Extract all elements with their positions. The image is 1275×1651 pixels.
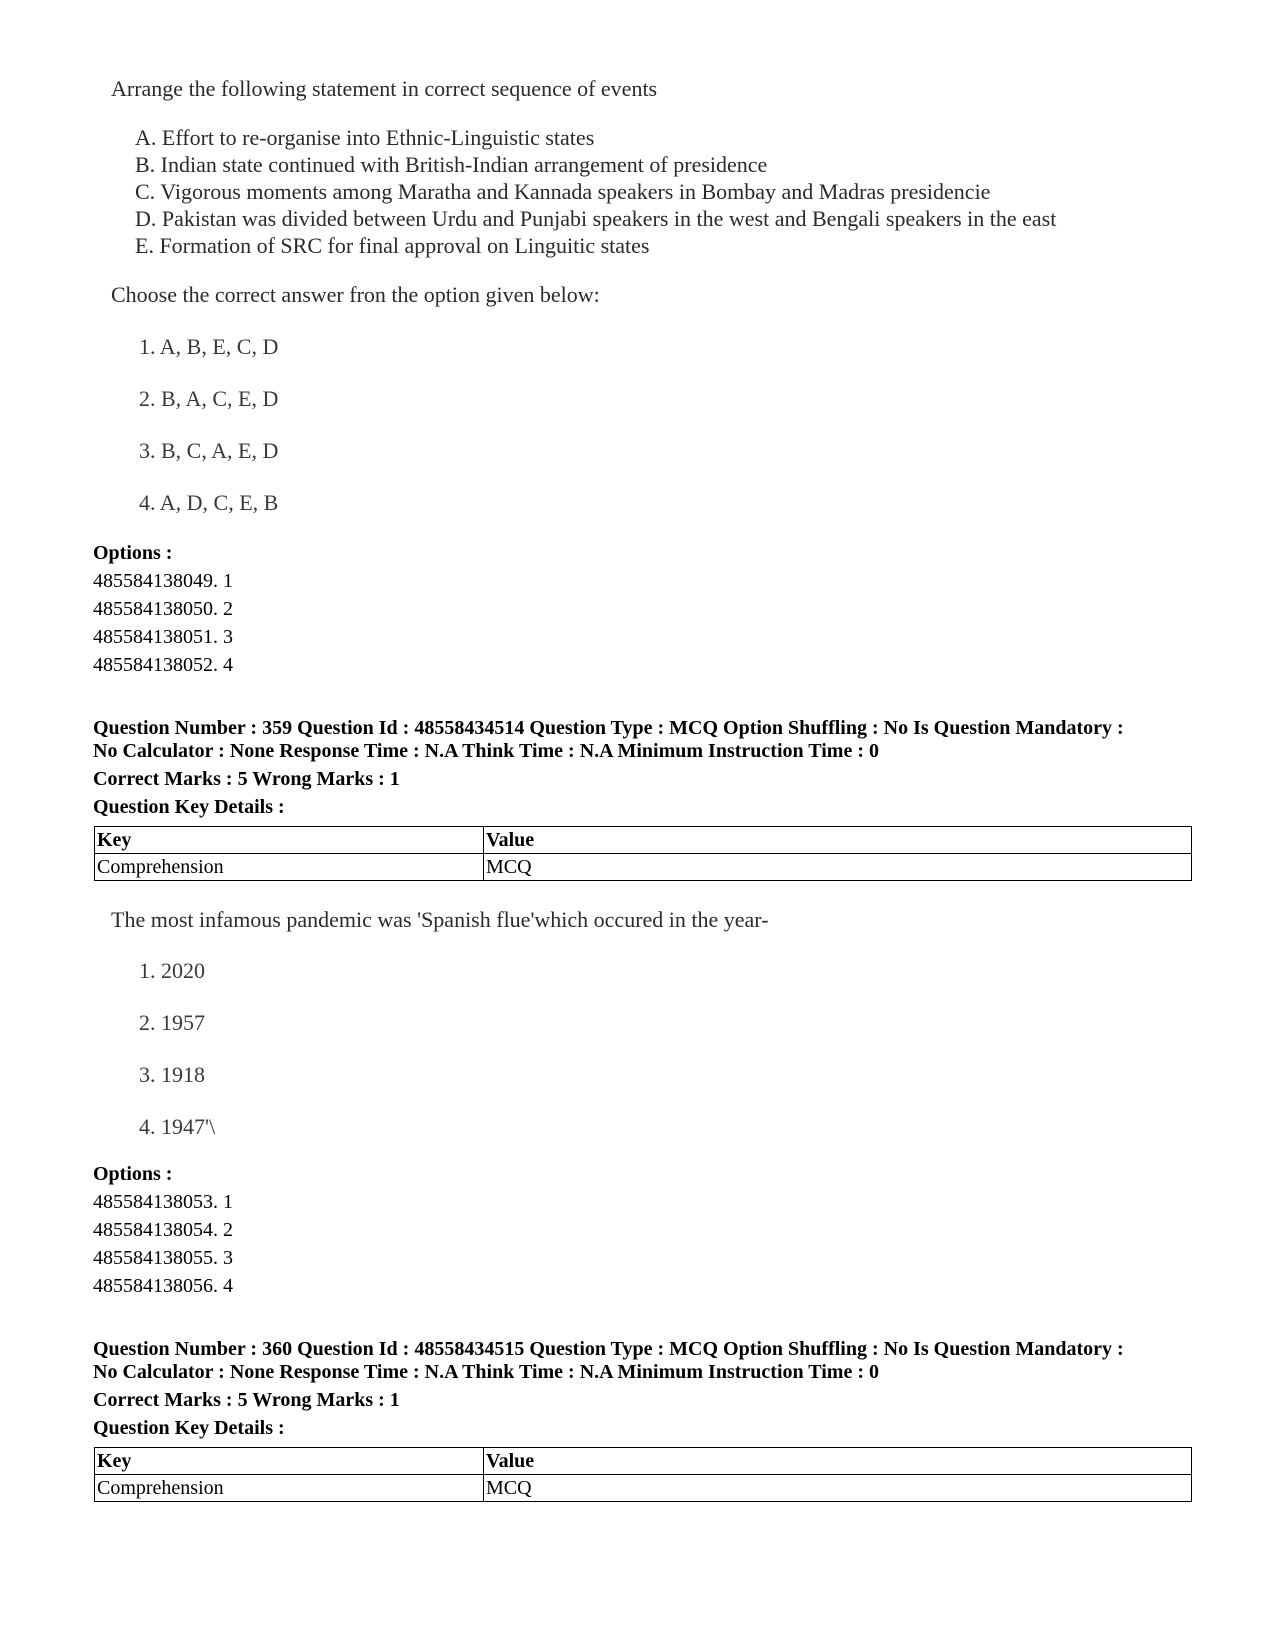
q359-option-4: 485584138056. 4 — [93, 1275, 233, 1297]
q358-statement-b: B. Indian state continued with British-Indian arrangement of presidence — [135, 152, 768, 177]
q360-value-cell: MCQ — [484, 1475, 1192, 1502]
q359-key-details-label: Question Key Details : — [93, 796, 285, 818]
table-row — [95, 854, 1192, 881]
q359-stem: The most infamous pandemic was 'Spanish flue'which occured in the year- — [111, 907, 769, 932]
q359-meta-line-1: Question Number : 359 Question Id : 48558434514 Question Type : MCQ Option Shuffling : No Is Question Mandatory : — [93, 717, 1124, 739]
q358-statement-c: C. Vigorous moments among Maratha and Kannada speakers in Bombay and Madras presidencie — [135, 179, 991, 204]
q358-choice-3: 3. B, C, A, E, D — [139, 438, 279, 463]
q359-option-1: 485584138053. 1 — [93, 1191, 233, 1213]
q360-value-header: Value — [484, 1448, 1192, 1475]
q358-prompt: Choose the correct answer fron the option given below: — [111, 282, 600, 307]
q360-key-cell: Comprehension — [95, 1475, 484, 1502]
q358-statement-e: E. Formation of SRC for final approval on Linguitic states — [135, 233, 650, 258]
q360-key-header: Key — [95, 1448, 484, 1475]
q360-key-table — [94, 1447, 1192, 1502]
q358-choice-1: 1. A, B, E, C, D — [139, 334, 279, 359]
q358-statement-a: A. Effort to re-organise into Ethnic-Linguistic states — [135, 125, 595, 150]
q359-option-2: 485584138054. 2 — [93, 1219, 233, 1241]
q359-key-header: Key — [95, 827, 484, 854]
q359-choice-3: 3. 1918 — [139, 1062, 205, 1087]
q359-choice-1: 1. 2020 — [139, 958, 205, 983]
q358-statement-d: D. Pakistan was divided between Urdu and Punjabi speakers in the west and Bengali speakers in the east — [135, 206, 1057, 231]
q360-marks: Correct Marks : 5 Wrong Marks : 1 — [93, 1389, 400, 1411]
q358-option-1: 485584138049. 1 — [93, 570, 233, 592]
q359-marks: Correct Marks : 5 Wrong Marks : 1 — [93, 768, 400, 790]
q360-meta-line-2: No Calculator : None Response Time : N.A Think Time : N.A Minimum Instruction Time : 0 — [93, 1361, 879, 1383]
q358-choice-4: 4. A, D, C, E, B — [139, 490, 279, 515]
q359-options-label: Options : — [93, 1163, 173, 1185]
q360-meta-line-1: Question Number : 360 Question Id : 48558434515 Question Type : MCQ Option Shuffling : No Is Question Mandatory : — [93, 1338, 1124, 1360]
q359-key-table — [94, 826, 1192, 881]
q358-option-2: 485584138050. 2 — [93, 598, 233, 620]
q358-option-3: 485584138051. 3 — [93, 626, 233, 648]
q359-choice-4: 4. 1947'\ — [139, 1114, 216, 1139]
q358-choice-2: 2. B, A, C, E, D — [139, 386, 279, 411]
table-row — [95, 1475, 1192, 1502]
q358-options-label: Options : — [93, 542, 173, 564]
q359-choice-2: 2. 1957 — [139, 1010, 205, 1035]
q359-key-cell: Comprehension — [95, 854, 484, 881]
q360-key-table-header — [95, 1448, 1192, 1475]
q359-value-cell: MCQ — [484, 854, 1192, 881]
q360-key-details-label: Question Key Details : — [93, 1417, 285, 1439]
q359-meta-line-2: No Calculator : None Response Time : N.A Think Time : N.A Minimum Instruction Time : 0 — [93, 740, 879, 762]
q358-stem: Arrange the following statement in correct sequence of events — [111, 76, 658, 101]
q359-option-3: 485584138055. 3 — [93, 1247, 233, 1269]
q359-key-table-header — [95, 827, 1192, 854]
q359-value-header: Value — [484, 827, 1192, 854]
q358-option-4: 485584138052. 4 — [93, 654, 233, 676]
